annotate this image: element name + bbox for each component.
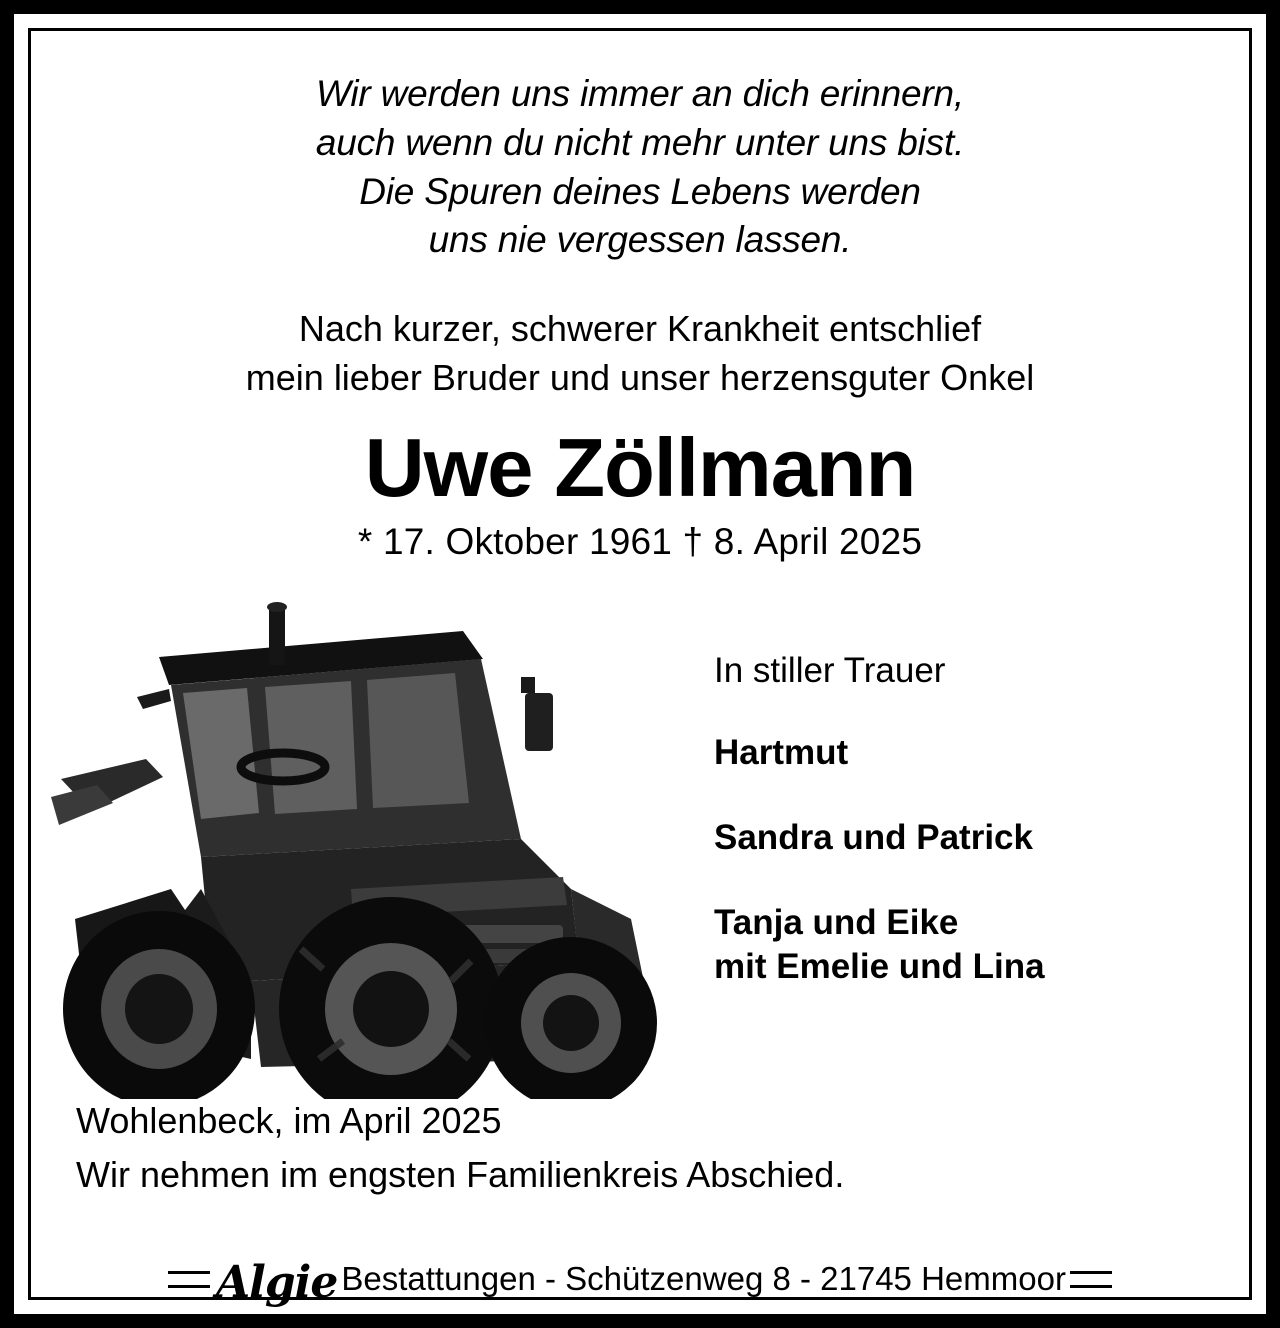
verse-line: Wir werden uns immer an dich erinnern, — [315, 73, 965, 114]
intro-line: Nach kurzer, schwerer Krankheit entschlief — [298, 308, 982, 350]
announcement-intro — [76, 305, 1204, 401]
verse-line: auch wenn du nicht mehr unter uns bist. — [315, 121, 965, 163]
mourner-name: Sandra und Patrick — [714, 817, 1033, 857]
footer-text — [76, 1094, 844, 1202]
deceased-name: Uwe Zöllmann — [364, 420, 916, 514]
closing-note: Wir nehmen im engsten Familienkreis Abschied. — [76, 1154, 845, 1195]
imprint-rule-right — [1070, 1271, 1112, 1288]
funeral-home-logo: Algie — [216, 1256, 338, 1308]
funeral-home-address: Bestattungen - Schützenweg 8 - 21745 Hemmoor — [341, 1260, 1066, 1297]
notice-content — [34, 34, 1246, 1308]
illustration-and-mourners — [76, 589, 1204, 1109]
imprint-rule-left — [168, 1271, 210, 1288]
mourners-block — [714, 651, 1134, 1030]
mourner-name: Hartmut — [714, 732, 849, 772]
verse-line: Die Spuren deines Lebens werden — [359, 170, 921, 212]
memorial-verse — [76, 70, 1204, 265]
tractor-icon — [51, 589, 681, 1099]
place-and-date: Wohlenbeck, im April 2025 — [76, 1100, 502, 1141]
birth-death-dates: * 17. Oktober 1961 † 8. April 2025 — [357, 520, 923, 562]
mourner-name: Tanja und Eike — [714, 902, 959, 942]
funeral-home-imprint — [34, 1251, 1246, 1307]
intro-line: mein lieber Bruder und unser herzensguter Onkel — [245, 356, 1035, 398]
verse-line: uns nie vergessen lassen. — [428, 219, 852, 261]
mourner-name: mit Emelie und Lina — [714, 947, 1045, 987]
mourning-lead: In stiller Trauer — [714, 650, 946, 690]
